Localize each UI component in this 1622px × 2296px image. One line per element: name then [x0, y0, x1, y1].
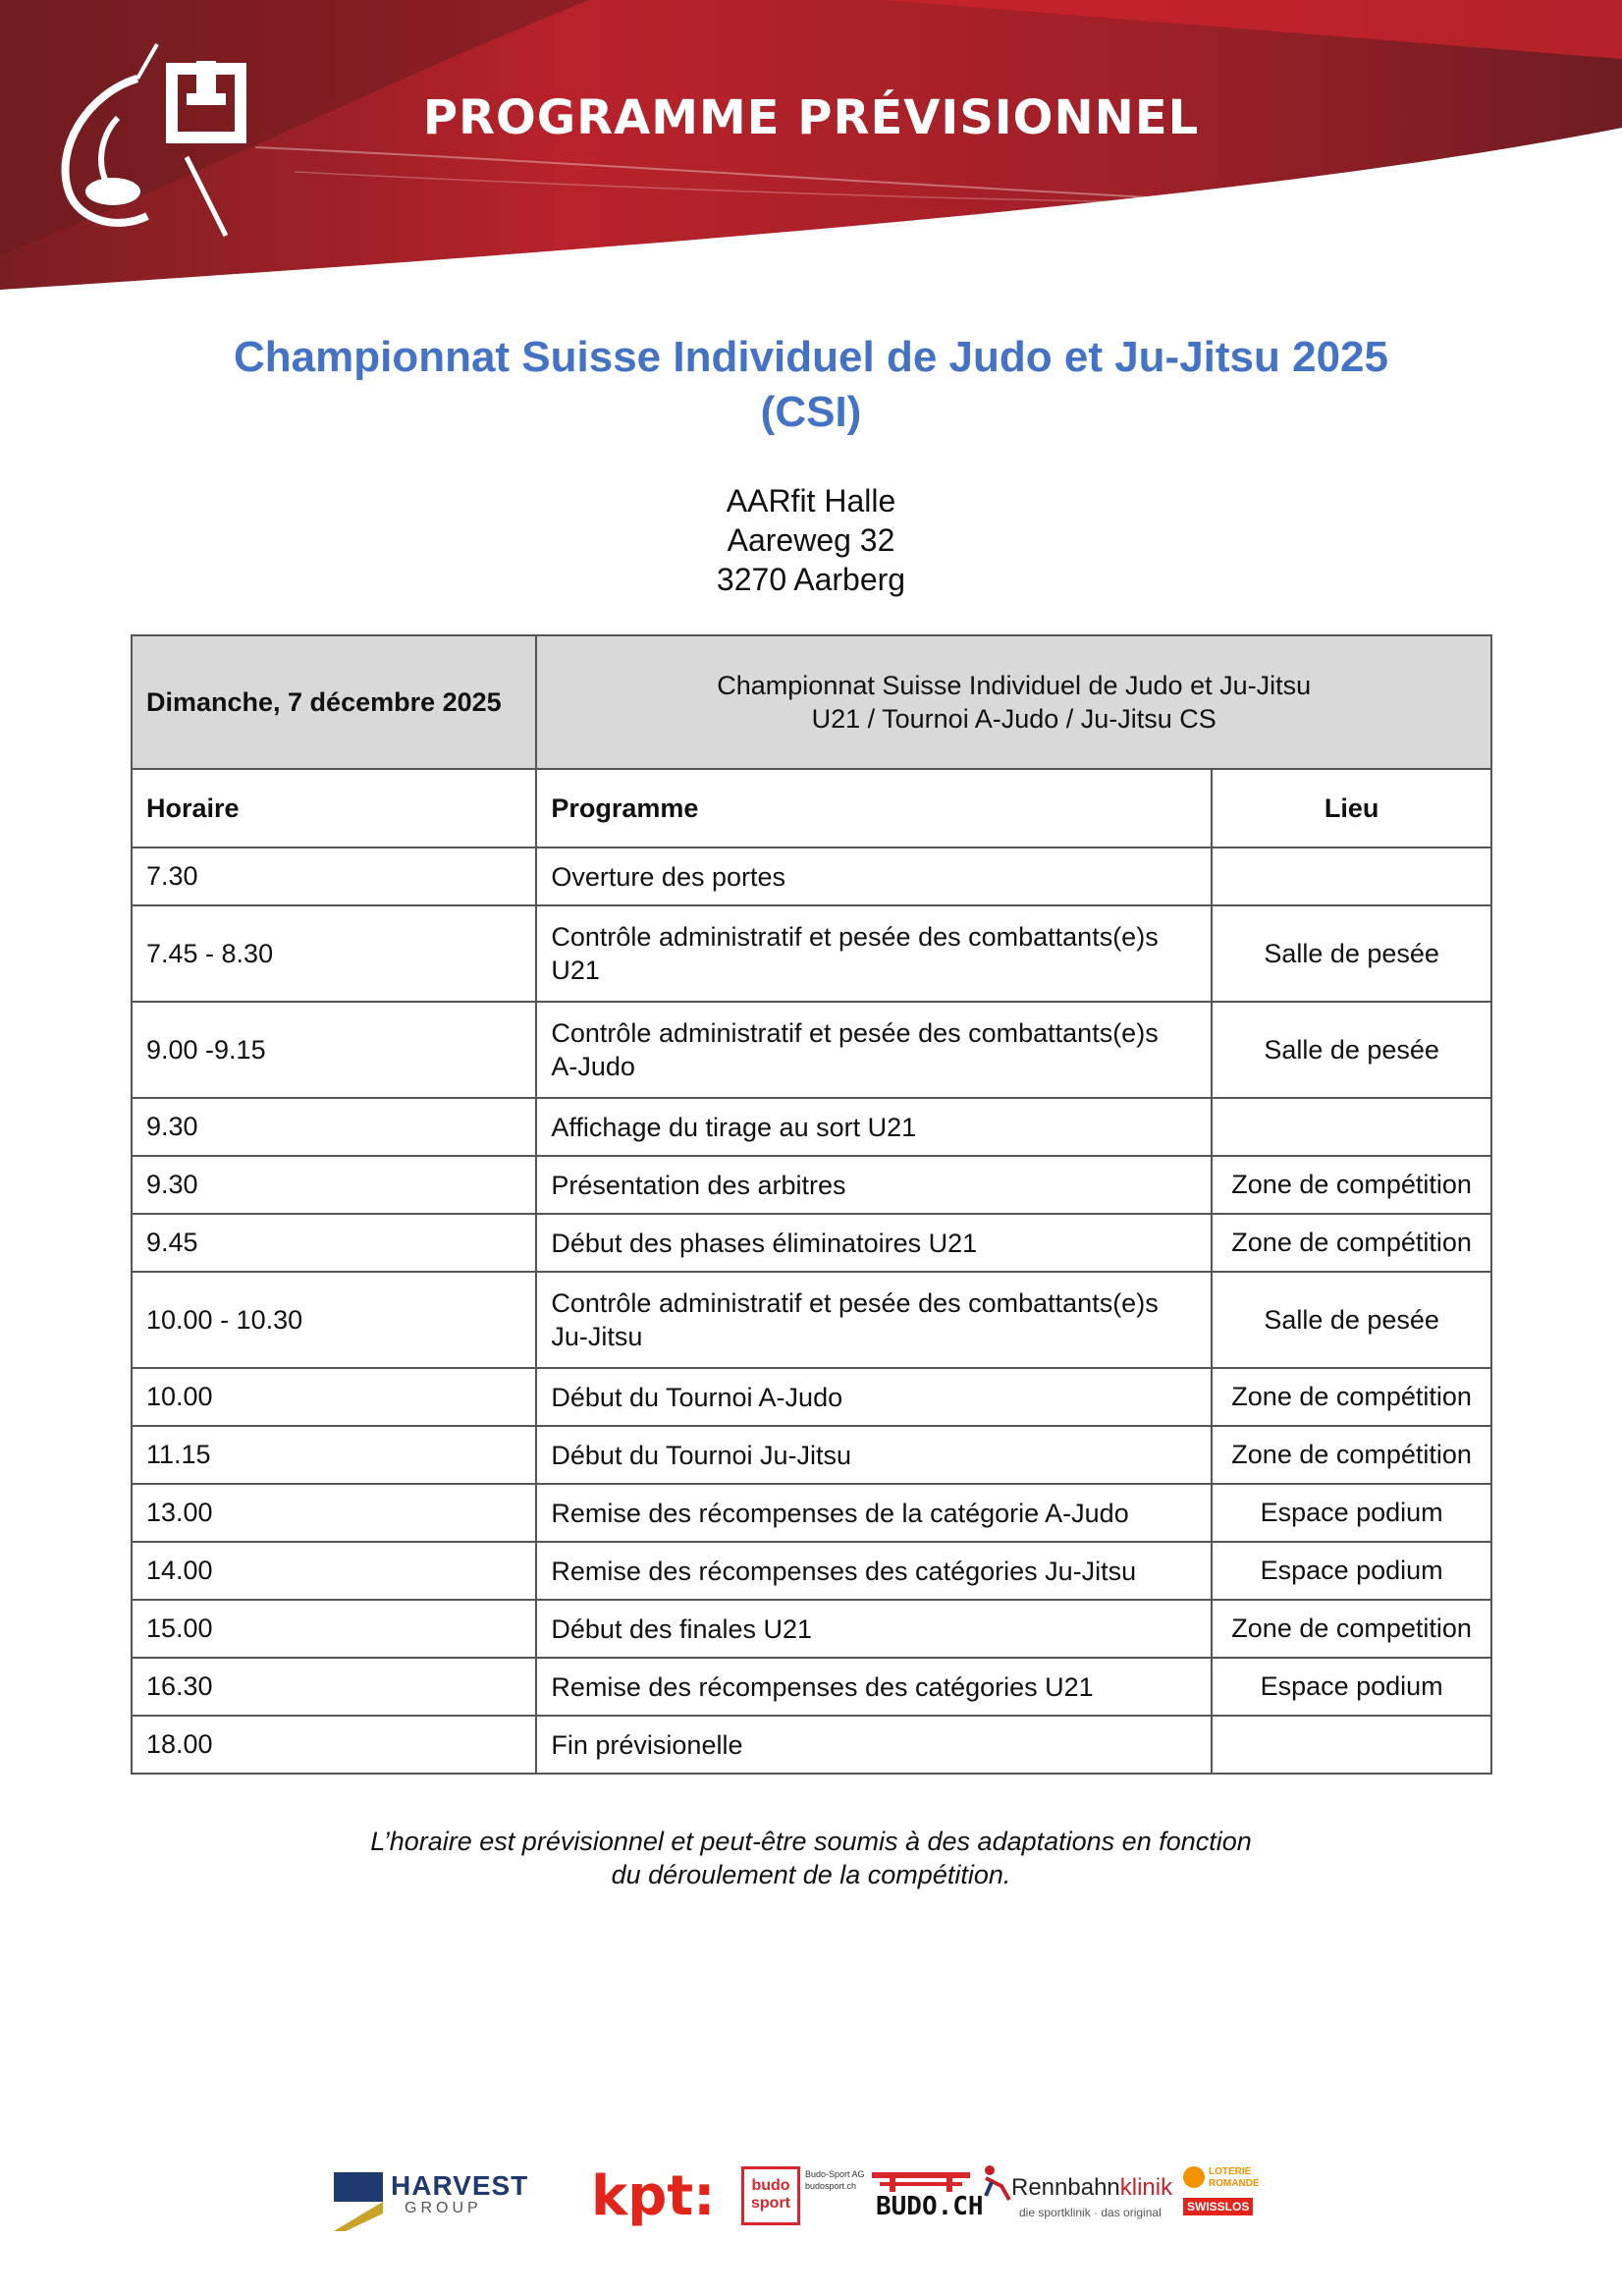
harvest-mark-icon: [334, 2172, 383, 2231]
schedule-date: Dimanche, 7 décembre 2025: [132, 635, 536, 769]
row-place: Zone de compétition: [1212, 1214, 1491, 1272]
budo-ch-text: BUDO.CH: [876, 2192, 984, 2221]
budo-line-2: sport: [751, 2195, 790, 2212]
row-place: Espace podium: [1212, 1542, 1491, 1600]
row-time: 14.00: [132, 1542, 536, 1600]
loterie-text: [1209, 2166, 1260, 2190]
row-place: Espace podium: [1212, 1658, 1491, 1716]
budo-sport-text: [805, 2168, 865, 2192]
row-program: [536, 1214, 1212, 1272]
row-program-line: Contrôle administratif et pesée des combattants(e)s: [551, 1288, 1159, 1318]
budo-line-1: budo: [751, 2177, 790, 2194]
title-line-1: Championnat Suisse Individuel de Judo et Ju-Jitsu 2025: [233, 333, 1389, 381]
row-program: [536, 1716, 1212, 1774]
schedule-row: [132, 1272, 1491, 1368]
row-time: 7.45 - 8.30: [132, 905, 536, 1002]
row-program-line: Overture des portes: [551, 861, 786, 892]
schedule-row: [132, 1542, 1491, 1600]
schedule-row: [132, 1368, 1491, 1426]
kpt-logo: kpt:: [591, 2164, 716, 2228]
row-program-line: Remise des récompenses de la catégorie A-Judo: [551, 1498, 1129, 1528]
rennbahn-name: [1011, 2174, 1172, 2202]
budo-sport-logo: [741, 2166, 800, 2225]
row-program: [536, 1002, 1212, 1098]
row-time: 9.00 -9.15: [132, 1002, 536, 1098]
row-place: Espace podium: [1212, 1484, 1491, 1542]
schedule-row: [132, 1098, 1491, 1156]
row-program: [536, 905, 1212, 1002]
row-time: 9.30: [132, 1098, 536, 1156]
loterie-mark-icon: [1183, 2166, 1205, 2188]
row-time: 16.30: [132, 1658, 536, 1716]
schedule-row: [132, 1484, 1491, 1542]
row-program: [536, 1156, 1212, 1214]
row-program-line: Affichage du tirage au sort U21: [551, 1112, 917, 1142]
schedule-table: [131, 634, 1492, 1775]
budo-url: budosport.ch: [805, 2181, 857, 2191]
swisslos-text: SWISSLOS: [1183, 2198, 1253, 2215]
schedule-row: [132, 1716, 1491, 1774]
row-program-line: Contrôle administratif et pesée des combattants(e)s: [551, 1018, 1159, 1048]
row-time: 13.00: [132, 1484, 536, 1542]
row-program: [536, 1484, 1212, 1542]
row-program-line: Début du Tournoi A-Judo: [551, 1382, 843, 1412]
row-program: [536, 1272, 1212, 1368]
row-time: 15.00: [132, 1600, 536, 1658]
column-header-time: Horaire: [132, 769, 536, 847]
row-program-line: Présentation des arbitres: [551, 1170, 846, 1200]
column-header-place: Lieu: [1212, 769, 1491, 847]
runner-icon: [982, 2164, 1011, 2204]
budo-ch-logo: [872, 2170, 984, 2229]
row-time: 18.00: [132, 1716, 536, 1774]
row-program: [536, 1600, 1212, 1658]
budo-company: Budo-Sport AG: [805, 2169, 865, 2179]
rennbahn-part-b: klinik: [1119, 2174, 1173, 2201]
venue-street: Aareweg 32: [727, 522, 895, 558]
row-place: Zone de compétition: [1212, 1368, 1491, 1426]
schedule-event-line-2: U21 / Tournoi A-Judo / Ju-Jitsu CS: [811, 704, 1216, 734]
rennbahnklinik-logo: [982, 2164, 1178, 2233]
row-program-line: Remise des récompenses des catégories U21: [551, 1671, 1094, 1702]
row-time: 9.45: [132, 1214, 536, 1272]
page-title: [0, 330, 1622, 440]
harvest-name: HARVEST: [391, 2170, 529, 2201]
column-header-row: [132, 769, 1491, 847]
row-program: [536, 1658, 1212, 1716]
schedule-row: [132, 847, 1491, 905]
row-place: [1212, 1098, 1491, 1156]
schedule-event-line-1: Championnat Suisse Individuel de Judo et Ju-Jitsu: [717, 671, 1312, 700]
row-program-line: Début des phases éliminatoires U21: [551, 1228, 978, 1258]
row-program: [536, 1098, 1212, 1156]
row-program: [536, 1542, 1212, 1600]
column-header-program: Programme: [536, 769, 1212, 847]
banner-title: PROGRAMME PRÉVISIONNEL: [422, 90, 1200, 145]
schedule-row: [132, 1002, 1491, 1098]
row-program-line: Contrôle administratif et pesée des combattants(e)s: [551, 922, 1159, 952]
row-place: Zone de compétition: [1212, 1426, 1491, 1484]
schedule-row: [132, 905, 1491, 1002]
venue-address: [0, 481, 1622, 599]
schedule-row: [132, 1658, 1491, 1716]
harvest-logo: [334, 2168, 529, 2231]
row-place: Salle de pesée: [1212, 1002, 1491, 1098]
row-time: 11.15: [132, 1426, 536, 1484]
title-line-2: (CSI): [760, 388, 862, 436]
venue-name: AARfit Halle: [726, 483, 896, 519]
row-program-line: Début du Tournoi Ju-Jitsu: [551, 1440, 852, 1470]
row-program-line: Ju-Jitsu: [551, 1322, 643, 1351]
disclaimer-note: [0, 1825, 1622, 1891]
row-place: Zone de competition: [1212, 1600, 1491, 1658]
loterie-romande-logo: [1183, 2166, 1262, 2225]
row-time: 10.00: [132, 1368, 536, 1426]
schedule-row: [132, 1600, 1491, 1658]
row-place: Salle de pesée: [1212, 905, 1491, 1002]
row-program-line: A-Judo: [551, 1052, 635, 1081]
row-program: [536, 1368, 1212, 1426]
torii-icon: [872, 2170, 970, 2192]
schedule-event: [536, 635, 1491, 769]
rennbahn-sub: die sportklinik · das original: [1019, 2206, 1162, 2219]
row-program-line: Remise des récompenses des catégories Ju-Jitsu: [551, 1556, 1137, 1586]
sponsor-bar: [334, 2160, 1276, 2239]
note-line-2: du déroulement de la compétition.: [611, 1860, 1011, 1889]
row-program-line: Fin prévisionelle: [551, 1729, 743, 1760]
harvest-sub: GROUP: [405, 2200, 482, 2216]
schedule-row: [132, 1214, 1491, 1272]
schedule-row: [132, 1426, 1491, 1484]
row-time: 10.00 - 10.30: [132, 1272, 536, 1368]
row-program-line: Début des finales U21: [551, 1613, 813, 1644]
row-place: Zone de compétition: [1212, 1156, 1491, 1214]
schedule-row: [132, 1156, 1491, 1214]
schedule-header-row: [132, 635, 1491, 769]
row-program: [536, 847, 1212, 905]
row-program-line: U21: [551, 956, 600, 985]
row-program: [536, 1426, 1212, 1484]
loterie-line-1: LOTERIE: [1209, 2166, 1252, 2177]
row-time: 7.30: [132, 847, 536, 905]
loterie-line-2: ROMANDE: [1209, 2178, 1260, 2189]
venue-city: 3270 Aarberg: [716, 562, 906, 597]
row-place: Salle de pesée: [1212, 1272, 1491, 1368]
row-place: [1212, 1716, 1491, 1774]
rennbahn-part-a: Rennbahn: [1011, 2174, 1120, 2201]
row-time: 9.30: [132, 1156, 536, 1214]
note-line-1: L’horaire est prévisionnel et peut-être soumis à des adaptations en fonction: [370, 1827, 1252, 1856]
row-place: [1212, 847, 1491, 905]
